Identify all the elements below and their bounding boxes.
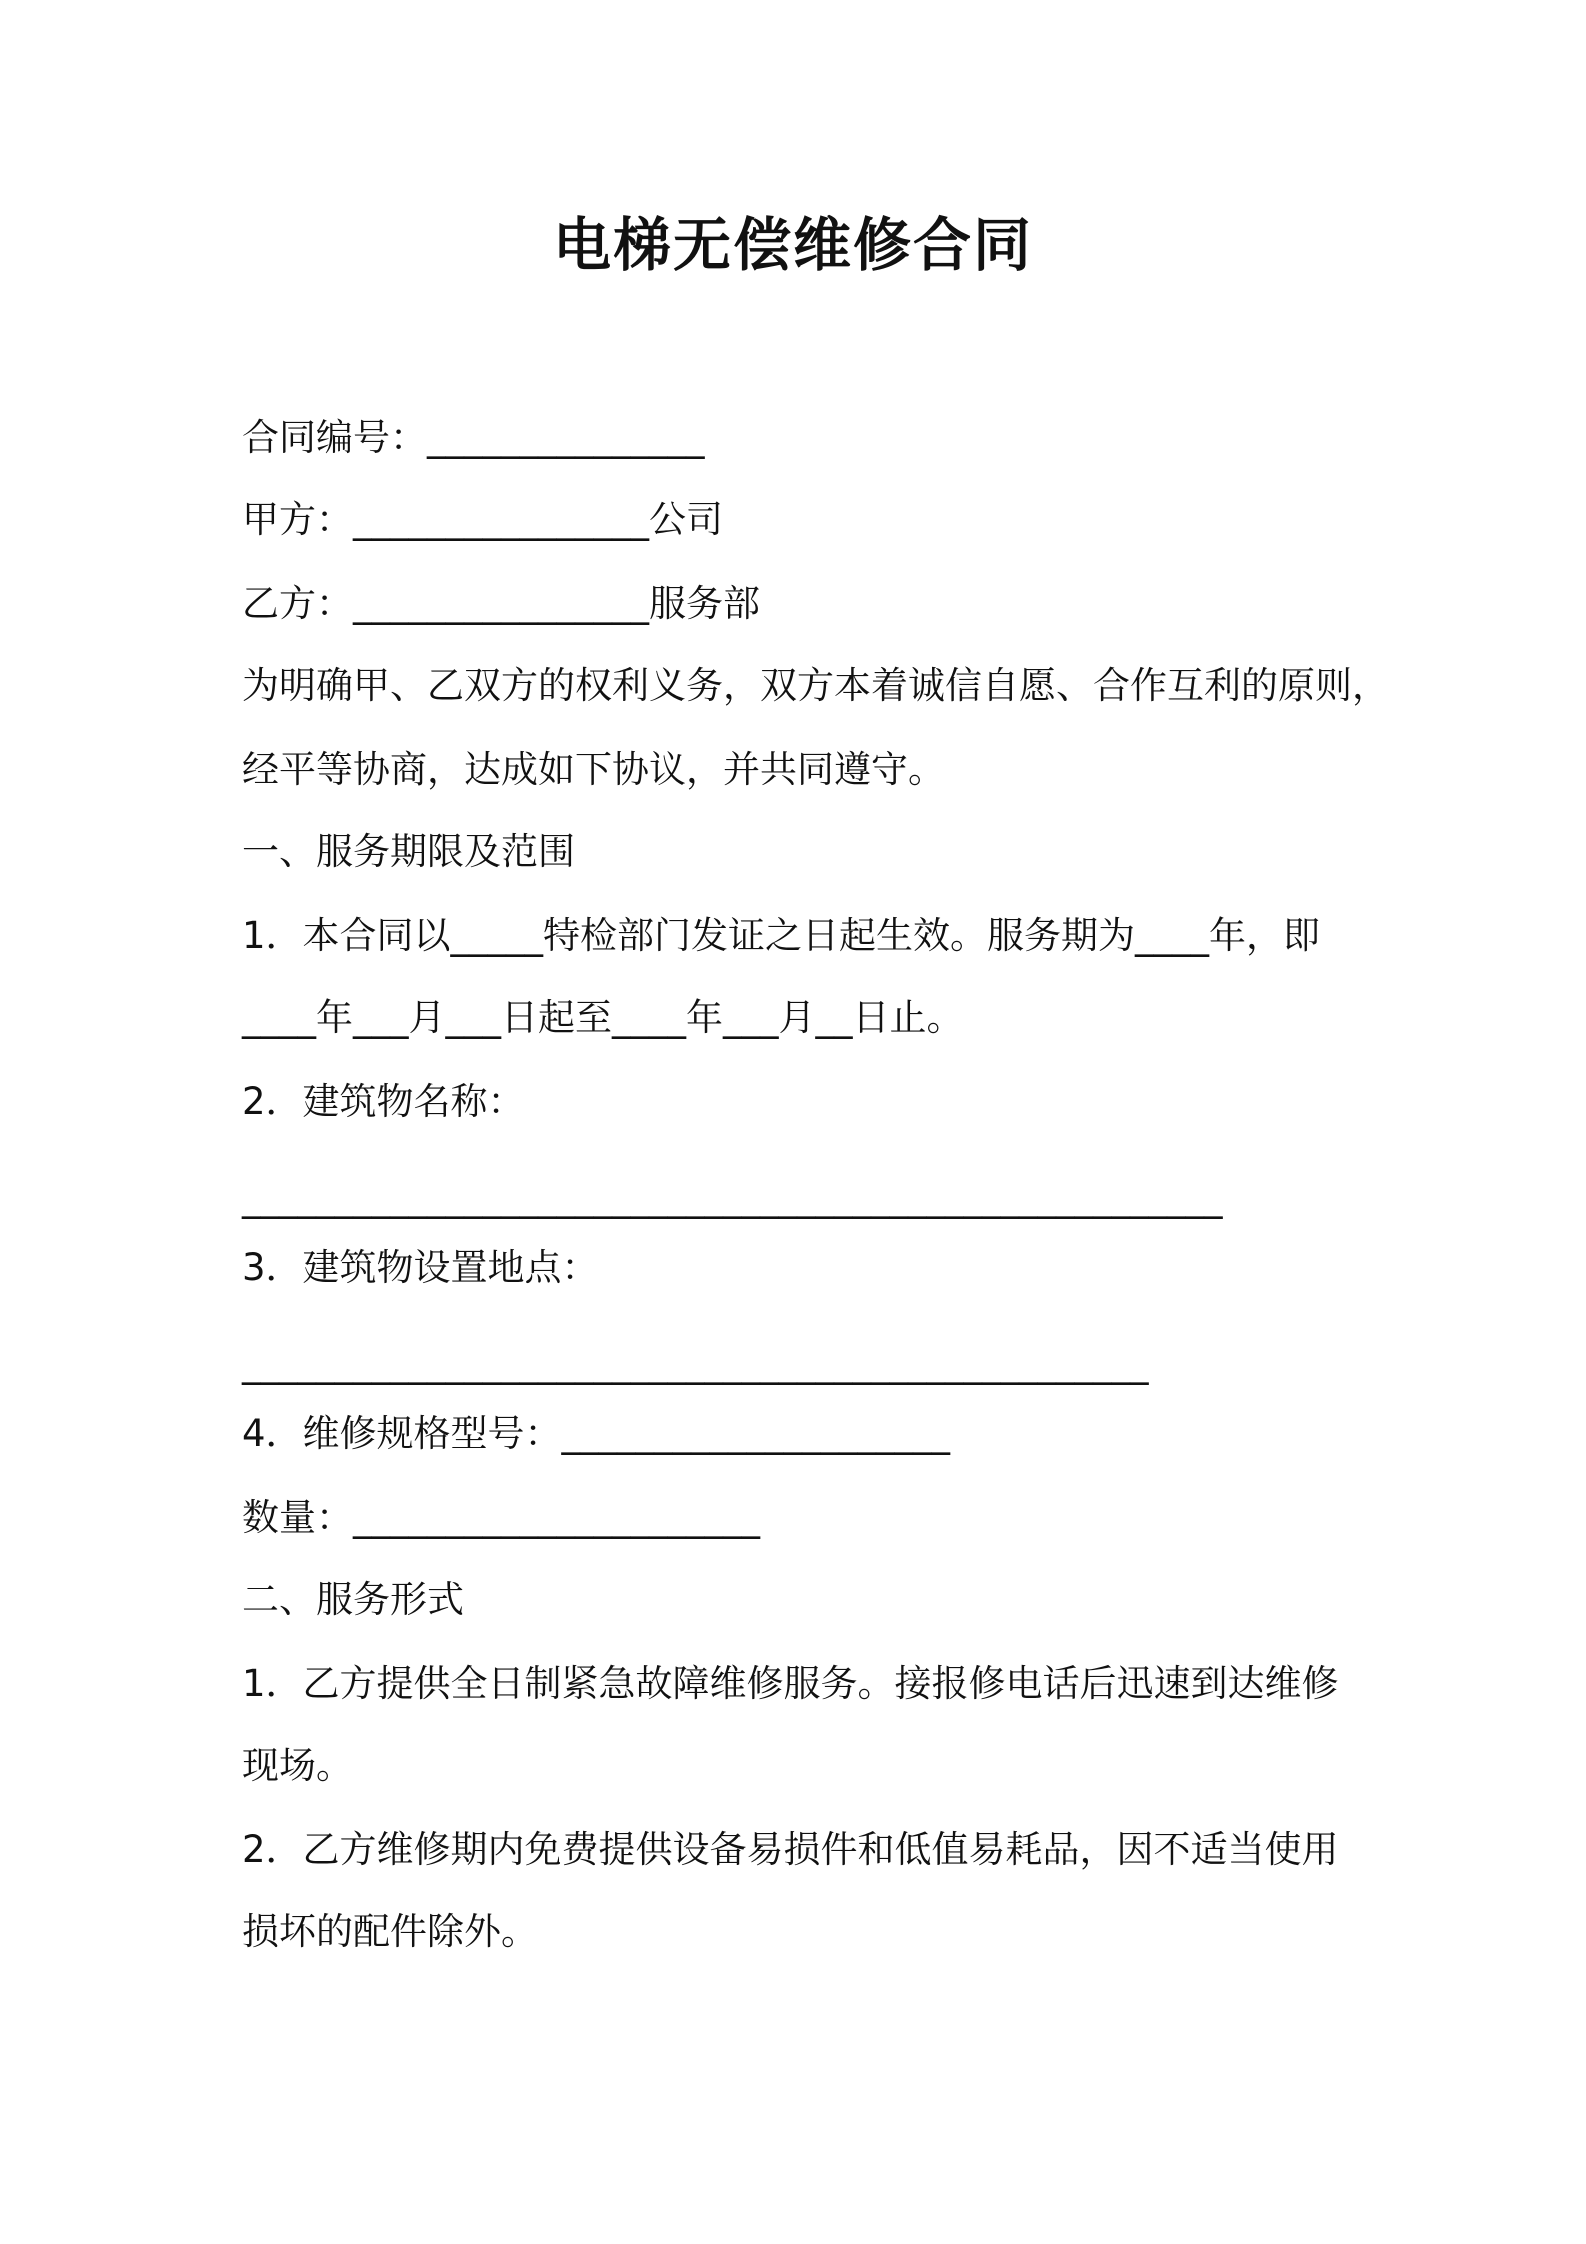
- clause-1-1-line-1: 1．本合同以_____特检部门发证之日起生效。服务期为____年，即: [242, 914, 1321, 957]
- clause-1-1-line-2: ____年___月___日起至____年___月__日止。: [242, 996, 964, 1039]
- clause-1-3-label: 3．建筑物设置地点：: [242, 1246, 599, 1289]
- preamble-line-1: 为明确甲、乙双方的权利义务，双方本着诚信自愿、合作互利的原则，: [242, 664, 1389, 707]
- section-1-heading: 一、服务期限及范围: [242, 830, 575, 873]
- party-a-line: 甲方：________________公司: [242, 498, 723, 541]
- clause-1-2-label: 2．建筑物名称：: [242, 1080, 525, 1123]
- building-location-blank: _________________________________________________: [242, 1342, 1149, 1385]
- section-2-heading: 二、服务形式: [242, 1578, 464, 1621]
- quantity-line: 数量：______________________: [242, 1496, 760, 1539]
- preamble-line-2: 经平等协商，达成如下协议，并共同遵守。: [242, 748, 945, 791]
- contract-number-line: 合同编号：_______________: [242, 416, 705, 459]
- document-title: 电梯无偿维修合同: [552, 211, 1033, 279]
- building-name-blank: _____________________________________________________: [242, 1176, 1223, 1219]
- clause-2-1-line-1: 1．乙方提供全日制紧急故障维修服务。接报修电话后迅速到达维修: [242, 1662, 1339, 1705]
- clause-2-1-line-2: 现场。: [242, 1744, 353, 1787]
- clause-2-2-line-1: 2．乙方维修期内免费提供设备易损件和低值易耗品，因不适当使用: [242, 1828, 1339, 1871]
- clause-2-2-line-2: 损坏的配件除外。: [242, 1910, 538, 1953]
- party-b-line: 乙方：________________服务部: [242, 582, 760, 625]
- clause-1-4-line: 4．维修规格型号：_____________________: [242, 1412, 951, 1455]
